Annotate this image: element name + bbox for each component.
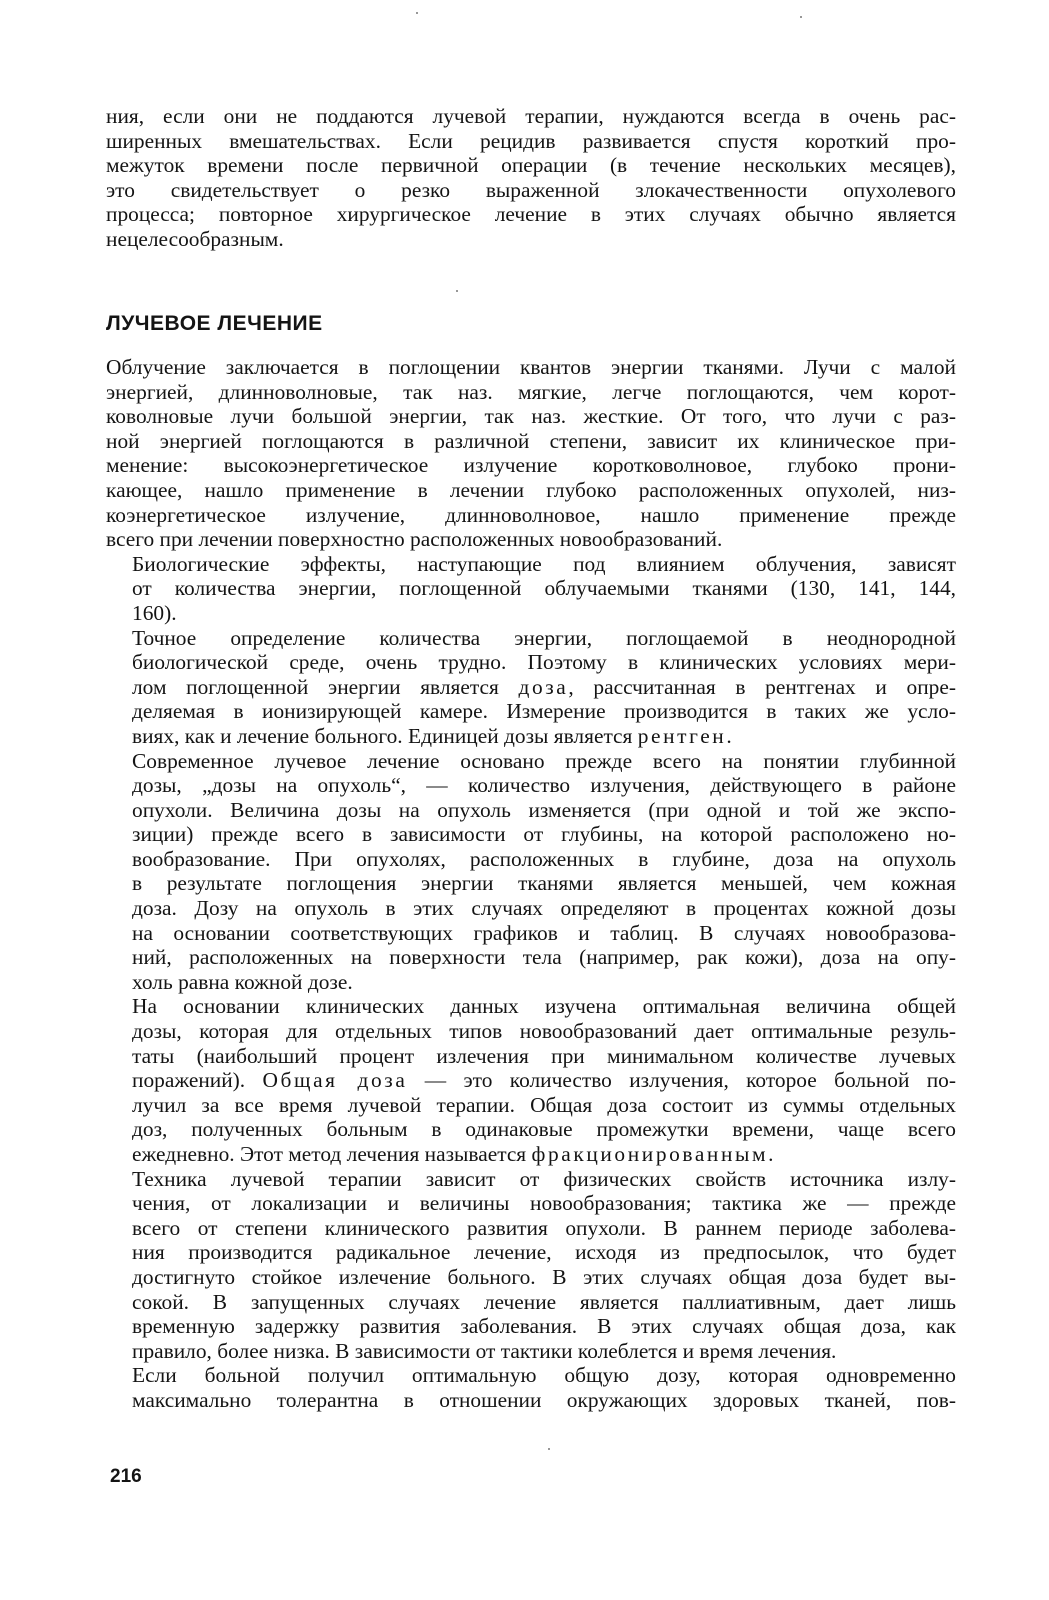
- text-line: всего при лечении поверхностно расположенных новообразований.: [106, 527, 723, 552]
- text-line: дозы, которая для отдельных типов новообразований дает оптимальные резуль-: [132, 1019, 956, 1044]
- spaced-term: Общая доза: [262, 1068, 408, 1093]
- text-line: менение: высокоэнергетическое излучение коротковолновое, глубоко прони-: [106, 453, 956, 478]
- text-run: поражений).: [132, 1068, 263, 1093]
- text-line: на основании соответствующих графиков и таблиц. В случаях новообразова-: [132, 920, 956, 945]
- text-run: лом поглощенной энергии является: [132, 674, 519, 699]
- text-line: коэнергетическое излучение, длинноволновое, нашло применение прежде: [106, 502, 956, 527]
- text-line: Точное определение количества энергии, поглощаемой в неоднородной: [132, 625, 956, 650]
- text-line: всего от степени клинического развития опухоли. В раннем периоде заболева-: [132, 1215, 956, 1240]
- text-run: .: [726, 723, 732, 748]
- text-line: лучил за все время лучевой терапии. Общая доза состоит из суммы отдельных: [132, 1092, 956, 1117]
- text-line: кающее, нашло применение в лечении глубоко расположенных опухолей, низ-: [106, 477, 956, 502]
- scan-speck: [800, 16, 802, 18]
- paragraph-6: [106, 1167, 956, 1364]
- scan-speck: [548, 1448, 550, 1450]
- text-line: дозы, „дозы на опухоль“, — количество излучения, действующего в районе: [132, 773, 956, 798]
- paragraph-2: [106, 552, 956, 626]
- paragraph-7: [106, 1363, 956, 1412]
- text-line: вообразование. При опухолях, расположенных в глубине, доза на опухоль: [132, 846, 956, 871]
- text-line: Облучение заключается в поглощении квантов энергии тканями. Лучи с малой: [106, 355, 956, 379]
- text-line: На основании клинических данных изучена оптимальная величина общей: [132, 994, 956, 1019]
- text-line: Современное лучевое лечение основано прежде всего на понятии глубинной: [132, 748, 956, 773]
- paragraph: [106, 104, 956, 252]
- spaced-term: доза: [518, 674, 569, 699]
- text-run: виях, как и лечение больного. Единицей дозы является: [132, 723, 638, 748]
- text-run: , рассчитанная в рентгенах и опре-: [568, 674, 956, 699]
- text-line: таты (наибольший процент излечения при минимальном количестве лучевых: [132, 1043, 956, 1068]
- scan-speck: [456, 290, 458, 292]
- text-line: [106, 675, 956, 700]
- paragraph-4: [106, 749, 956, 995]
- spaced-term: фракционированным: [531, 1142, 769, 1166]
- text-line: в результате поглощения энергии тканями является меньшей, чем кожная: [132, 871, 956, 896]
- text-line: правило, более низка. В зависимости от тактики колеблется и время лечения.: [132, 1338, 837, 1363]
- text-line: коволновые лучи большой энергии, так наз. жесткие. От того, что лучи с раз-: [106, 404, 956, 429]
- text-line: Биологические эффекты, наступающие под влиянием облучения, зависят: [132, 551, 956, 576]
- section-heading: ЛУЧЕВОЕ ЛЕЧЕНИЕ: [106, 312, 323, 335]
- section-body: [106, 355, 956, 1413]
- text-line: биологической среде, очень трудно. Поэтому в клинических условиях мери-: [132, 650, 956, 675]
- spaced-term: рентген: [637, 723, 727, 748]
- text-line: ширенных вмешательствах. Если рецидив развивается спустя короткий про-: [106, 128, 956, 153]
- text-line: зиции) прежде всего в зависимости от глубины, на которой расположено но-: [132, 822, 956, 847]
- paragraph-1: [106, 355, 956, 552]
- text-line: это свидетельствует о резко выраженной злокачественности опухолевого: [106, 177, 956, 202]
- text-line: процесса; повторное хирургическое лечение в этих случаях обычно является: [106, 202, 956, 227]
- text-run: ежедневно. Этот метод лечения называется: [132, 1142, 532, 1166]
- text-line: от количества энергии, поглощенной облучаемыми тканями (130, 141, 144,: [132, 576, 956, 601]
- text-line: Если больной получил оптимальную общую дозу, которая одновременно: [132, 1363, 956, 1388]
- text-line: временную задержку развития заболевания. В этих случаях общая доза, как: [132, 1314, 956, 1339]
- text-line: максимально толерантна в отношении окружающих здоровых тканей, пов-: [132, 1387, 956, 1412]
- text-line: деляемая в ионизирующей камере. Измерение производится в таких же усло-: [132, 699, 956, 724]
- text-line: Техника лучевой терапии зависит от физических свойств источника излу-: [132, 1166, 956, 1191]
- text-line: ний, расположенных на поверхности тела (например, рак кожи), доза на опу-: [132, 945, 956, 970]
- text-line: [106, 724, 956, 749]
- text-line: доз, полученных больным в одинаковые промежутки времени, чаще всего: [132, 1117, 956, 1142]
- text-line: межуток времени после первичной операции (в течение нескольких месяцев),: [106, 153, 956, 178]
- text-line: ной энергией поглощаются в различной степени, зависит их клиническое при-: [106, 428, 956, 453]
- text-line: 160).: [132, 600, 177, 625]
- text-line: [106, 1142, 956, 1167]
- text-run: .: [768, 1142, 774, 1166]
- scan-speck: [416, 12, 418, 14]
- text-line: сокой. В запущенных случаях лечение является паллиативным, дает лишь: [132, 1289, 956, 1314]
- continued-paragraph: [106, 104, 956, 252]
- paragraph-5: [106, 994, 956, 1166]
- page-number: 216: [110, 1466, 142, 1487]
- text-line: доза. Дозу на опухоль в этих случаях определяют в процентах кожной дозы: [132, 896, 956, 921]
- text-line: достигнуто стойкое излечение больного. В этих случаях общая доза будет вы-: [132, 1264, 956, 1289]
- text-line: ния, если они не поддаются лучевой терапии, нуждаются всегда в очень рас-: [106, 104, 956, 128]
- text-line: [106, 1068, 956, 1093]
- text-line: опухоли. Величина дозы на опухоль изменяется (при одной и той же экспо-: [132, 797, 956, 822]
- text-line: холь равна кожной дозе.: [132, 969, 353, 994]
- text-line: энергией, длинноволновые, так наз. мягкие, легче поглощаются, чем корот-: [106, 379, 956, 404]
- paragraph-3: [106, 626, 956, 749]
- text-line: ния производится радикальное лечение, исходя из предпосылок, что будет: [132, 1240, 956, 1265]
- text-run: — это количество излучения, которое больной по-: [407, 1068, 956, 1093]
- text-line: нецелесообразным.: [106, 226, 284, 251]
- text-line: чения, от локализации и величины новообразования; тактика же — прежде: [132, 1191, 956, 1216]
